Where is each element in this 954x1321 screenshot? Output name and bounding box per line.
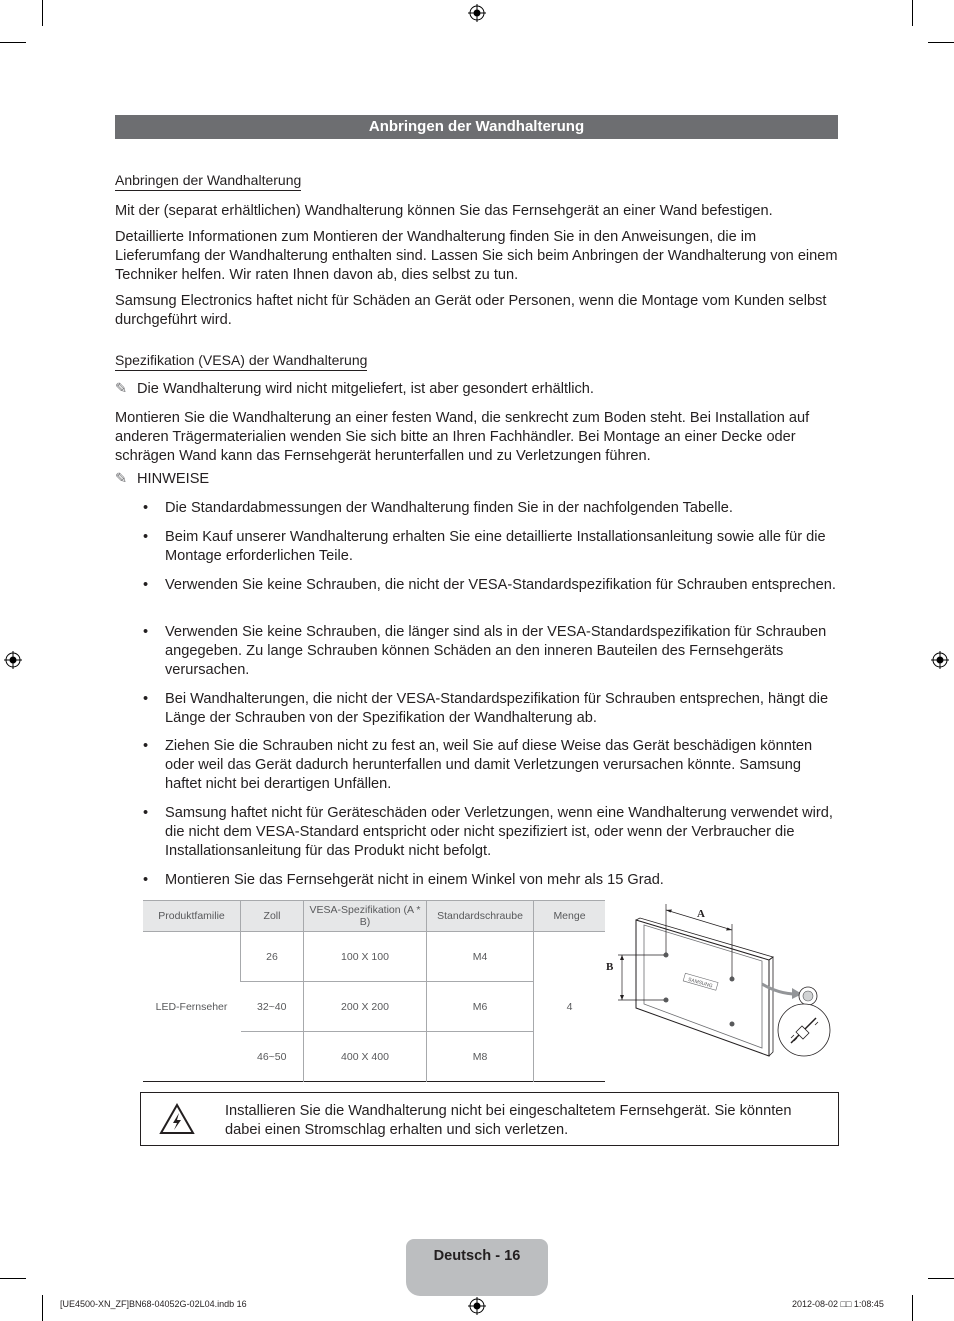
bullet-text: Beim Kauf unserer Wandhalterung erhalten Sie eine detaillierte Installationsanleitung sowie alle für die Montage erforderlichen Teile. [165,529,826,564]
table-cell: 400 X 400 [304,1032,427,1082]
table-cell: 32~40 [241,982,304,1032]
table-cell: 46~50 [241,1032,304,1082]
table-header: Zoll [241,901,304,932]
paragraph: Detaillierte Informationen zum Montieren der Wandhalterung finden Sie in den Anweisungen, die im Lieferumfang der Wandhalterung enthalten sind. Lassen Sie sich beim Anbringen der Wandhalterung von einem Techniker helfen. Wir raten Ihnen davon ab, dies selbst zu tun. [115,229,838,283]
registration-mark-icon [4,651,22,669]
bullet-item: • Die Standardabmessungen der Wandhalterung finden Sie in der nachfolgenden Tabelle. [143,499,840,518]
dimension-b-label: B [606,961,614,973]
crop-mark [0,1278,26,1279]
bullet-item: • Verwenden Sie keine Schrauben, die länger sind als in der VESA-Standardspezifikation für Schrauben angegeben. Zu lange Schrauben können Schäden an den inneren Bauteilen des Fernsehgeräts verursachen. [143,623,840,680]
table-cell: 200 X 200 [304,982,427,1032]
vesa-hole-icon [730,977,735,982]
bullet-text: Bei Wandhalterungen, die nicht der VESA-Standardspezifikation für Schrauben entsprechen, hängt die Länge der Schrauben von der Spezifikation der Wandhalterung ab. [165,691,829,726]
table-header: Produktfamilie [143,901,241,932]
bullet-item: • Verwenden Sie keine Schrauben, die nicht der VESA-Standardspezifikation für Schrauben entsprechen. [143,576,840,595]
crop-mark [928,1278,954,1279]
vesa-hole-icon [664,953,669,958]
bullet-item: • Beim Kauf unserer Wandhalterung erhalten Sie eine detaillierte Installationsanleitung sowie alle für die Montage erforderlichen Teile. [143,528,840,566]
tv-brand-label: SAMSUNG [687,976,714,990]
hinweise-text: HINWEISE [137,471,210,487]
bullet-item: • Ziehen Sie die Schrauben nicht zu fest an, weil Sie auf diese Weise das Gerät beschädigen könnten oder weil das Gerät dadurch herunterfallen und damit Verletzungen verursachen könnte. Samsung haftet nicht bei derartigen Unfällen. [143,737,840,794]
crop-mark [912,0,913,26]
bullet-text: Ziehen Sie die Schrauben nicht zu fest an, weil Sie auf diese Weise das Gerät beschädigen könnten oder weil das Gerät dadurch herunterfallen und damit Verletzungen verursachen könnte. Samsung haftet nicht bei derartigen Unfällen. [165,738,813,792]
table-cell-family: LED-Fernseher [143,932,241,1082]
bullet-item: • Bei Wandhalterungen, die nicht der VESA-Standardspezifikation für Schrauben entsprechen, hängt die Länge der Schrauben von der Spezifikation der Wandhalterung ab. [143,690,840,728]
paragraph: Mit der (separat erhältlichen) Wandhalterung können Sie das Fernsehgerät an einer Wand befestigen. [115,203,773,219]
bullet-text: Verwenden Sie keine Schrauben, die länger sind als in der VESA-Standardspezifikation für Schrauben angegeben. Zu lange Schrauben können Schäden an den inneren Bauteilen des Fernsehgeräts verursachen. [165,624,827,678]
vesa-spec-table [143,900,605,1082]
table-header: Menge [534,901,606,932]
crop-mark [912,1295,913,1321]
page-number-tab: Deutsch - 16 [406,1239,548,1296]
paragraph: Montieren Sie die Wandhalterung an einer festen Wand, die senkrecht zum Boden steht. Bei Installation auf anderen Trägermaterialien wenden Sie sich bitte an Ihren Fachhändler. Bei Montage an einer Decke oder schrägen Wand kann das Fernsehgerät herunterfallen und zu Verletzungen führen. [115,410,810,464]
bullet-text: Samsung haftet nicht für Geräteschäden oder Verletzungen, wenn eine Wandhalterung verwendet wird, die nicht dem VESA-Standard entspricht oder nicht spezifiziert ist, oder wenn der Verbraucher die Installationsanleitung für das Produkt nicht befolgt. [165,805,833,859]
bullet-text: Verwenden Sie keine Schrauben, die nicht der VESA-Standardspezifikation für Schrauben entsprechen. [165,577,836,593]
registration-mark-icon [468,4,486,22]
table-cell: 100 X 100 [304,932,427,982]
table-cell: M4 [427,932,534,982]
bullet-text: Die Standardabmessungen der Wandhalterung finden Sie in der nachfolgenden Tabelle. [165,500,733,516]
paragraph: Samsung Electronics haftet nicht für Schäden an Gerät oder Personen, wenn die Montage vom Kunden selbst durchgeführt wird. [115,293,827,328]
electric-shock-warning-icon [159,1103,195,1135]
table-cell: M8 [427,1032,534,1082]
table-header-row [143,901,605,932]
vesa-hole-icon [664,998,669,1003]
print-slug-right: 2012-08-02 □□ 1:08:45 [792,1299,884,1309]
crop-mark [928,42,954,43]
section-title: Anbringen der Wandhalterung [115,115,838,139]
note-text: Die Wandhalterung wird nicht mitgeliefert, ist aber gesondert erhältlich. [137,381,594,397]
subheading-vesa-spec: Spezifikation (VESA) der Wandhalterung [115,351,367,371]
table-cell: 26 [241,932,304,982]
print-slug-left: [UE4500-XN_ZF]BN68-04052G-02L04.indb 16 [60,1299,247,1309]
crop-mark [0,42,26,43]
bullet-item: • Montieren Sie das Fernsehgerät nicht in einem Winkel von mehr als 15 Grad. [143,871,840,890]
crop-mark [42,1295,43,1321]
table-header: Standardschraube [427,901,534,932]
bullet-text: Montieren Sie das Fernsehgerät nicht in einem Winkel von mehr als 15 Grad. [165,872,664,888]
table-row [143,932,605,982]
table-cell: M6 [427,982,534,1032]
tv-wall-mount-diagram [604,898,836,1070]
pencil-note-icon: ✎ [115,471,128,487]
pencil-note-icon: ✎ [115,381,128,397]
vesa-hole-icon [730,1022,735,1027]
note [115,380,594,399]
warning-box [140,1092,839,1146]
warning-text: Installieren Sie die Wandhalterung nicht bei eingeschaltetem Fernsehgerät. Sie könnten dabei einen Stromschlag erhalten und sich verletzen. [225,1103,792,1138]
bullet-item: • Samsung haftet nicht für Geräteschäden oder Verletzungen, wenn eine Wandhalterung verwendet wird, die nicht dem VESA-Standard entspricht oder nicht spezifiziert ist, oder wenn der Verbraucher die Installationsanleitung für das Produkt nicht befolgt. [143,804,840,861]
table-cell-quantity: 4 [534,932,606,1082]
registration-mark-icon [468,1297,486,1315]
hinweise-label [115,470,209,489]
table-header: VESA-Spezifikation (A * B) [304,901,427,932]
subheading-wall-mount: Anbringen der Wandhalterung [115,171,301,191]
crop-mark [42,0,43,26]
registration-mark-icon [931,651,949,669]
dimension-a-label: A [697,908,705,920]
